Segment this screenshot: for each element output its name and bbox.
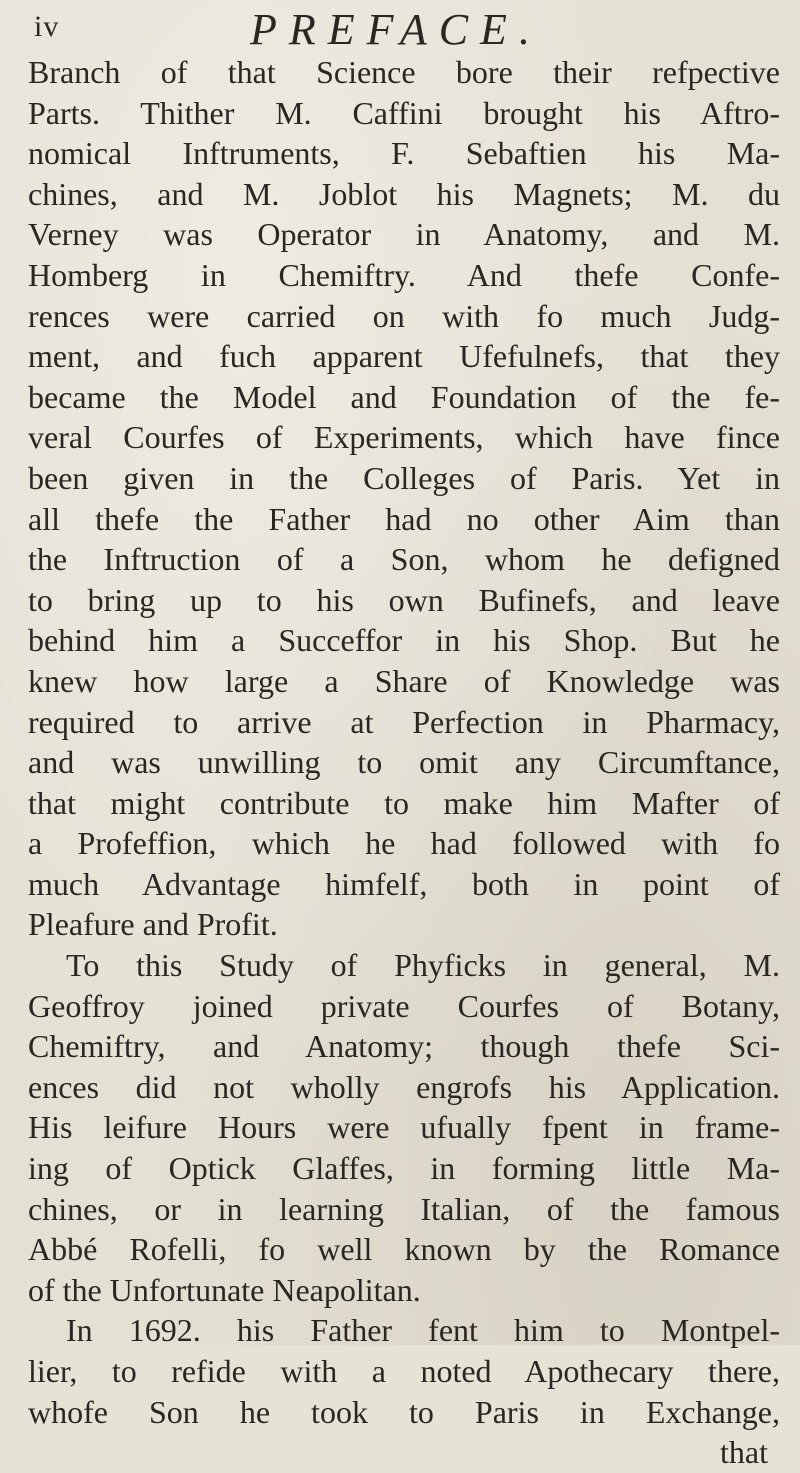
text-line: Geoffroy joined private Courfes of Botany, (28, 987, 780, 1024)
text-line: knew how large a Share of Knowledge was (28, 662, 780, 699)
text-line: a Profeffion, which he had followed with fo (28, 825, 780, 862)
text-line: lier, to refide with a noted Apothecary there, (28, 1353, 780, 1389)
text-line: Verney was Operator in Anatomy, and M. (28, 216, 780, 253)
text-line: veral Courfes of Experiments, which have fince (28, 419, 780, 456)
text-line: the Inftruction of a Son, whom he defigned (28, 541, 780, 578)
body-text (28, 52, 780, 1473)
text-line: all thefe the Father had no other Aim than (28, 500, 780, 537)
text-line: much Advantage himfelf, both in point of (28, 865, 780, 902)
catchword: that (720, 1434, 768, 1471)
text-line: behind him a Succeffor in his Shop. But he (28, 622, 780, 659)
paragraph-end-line: of the Unfortunate Neapolitan. (28, 1271, 421, 1308)
text-line: required to arrive at Perfection in Pharmacy, (28, 703, 780, 740)
page-header (30, 0, 770, 54)
text-line: Abbé Rofelli, fo well known by the Romance (28, 1231, 780, 1268)
text-line: to bring up to his own Bufinefs, and leave (28, 581, 780, 618)
text-line: whofe Son he took to Paris in Exchange, (28, 1393, 780, 1430)
text-line: became the Model and Foundation of the fe- (28, 378, 780, 415)
text-line: ing of Optick Glaffes, in forming little Ma- (28, 1150, 780, 1187)
text-line: and was unwilling to omit any Circumftance, (28, 744, 780, 781)
text-line: Chemiftry, and Anatomy; though thefe Sci- (28, 1028, 780, 1065)
text-line: that might contribute to make him Mafter of (28, 784, 780, 821)
text-line: Branch of that Science bore their refpective (28, 54, 780, 90)
text-line: His leifure Hours were ufually fpent in frame- (28, 1109, 780, 1146)
text-line: chines, or in learning Italian, of the famous (28, 1190, 780, 1227)
text-line: Parts. Thither M. Caffini brought his Aftro- (28, 94, 780, 131)
text-line: ences did not wholly engrofs his Application. (28, 1068, 780, 1105)
paragraph-end-line: Pleafure and Profit. (28, 906, 278, 943)
text-line: Homberg in Chemiftry. And thefe Confe- (28, 256, 780, 293)
page-number: iv (34, 10, 60, 43)
running-head: PREFACE. (250, 5, 542, 54)
text-line: chines, and M. Joblot his Magnets; M. du (28, 175, 780, 212)
text-line: ment, and fuch apparent Ufefulnefs, that they (28, 338, 780, 375)
text-line: nomical Inftruments, F. Sebaftien his Ma- (28, 135, 780, 172)
text-line: been given in the Colleges of Paris. Yet in (28, 459, 780, 496)
paragraph-start-line: To this Study of Phyficks in general, M. (66, 947, 780, 984)
paragraph-start-line: In 1692. his Father fent him to Montpel- (66, 1312, 780, 1349)
text-line: rences were carried on with fo much Judg- (28, 297, 780, 334)
